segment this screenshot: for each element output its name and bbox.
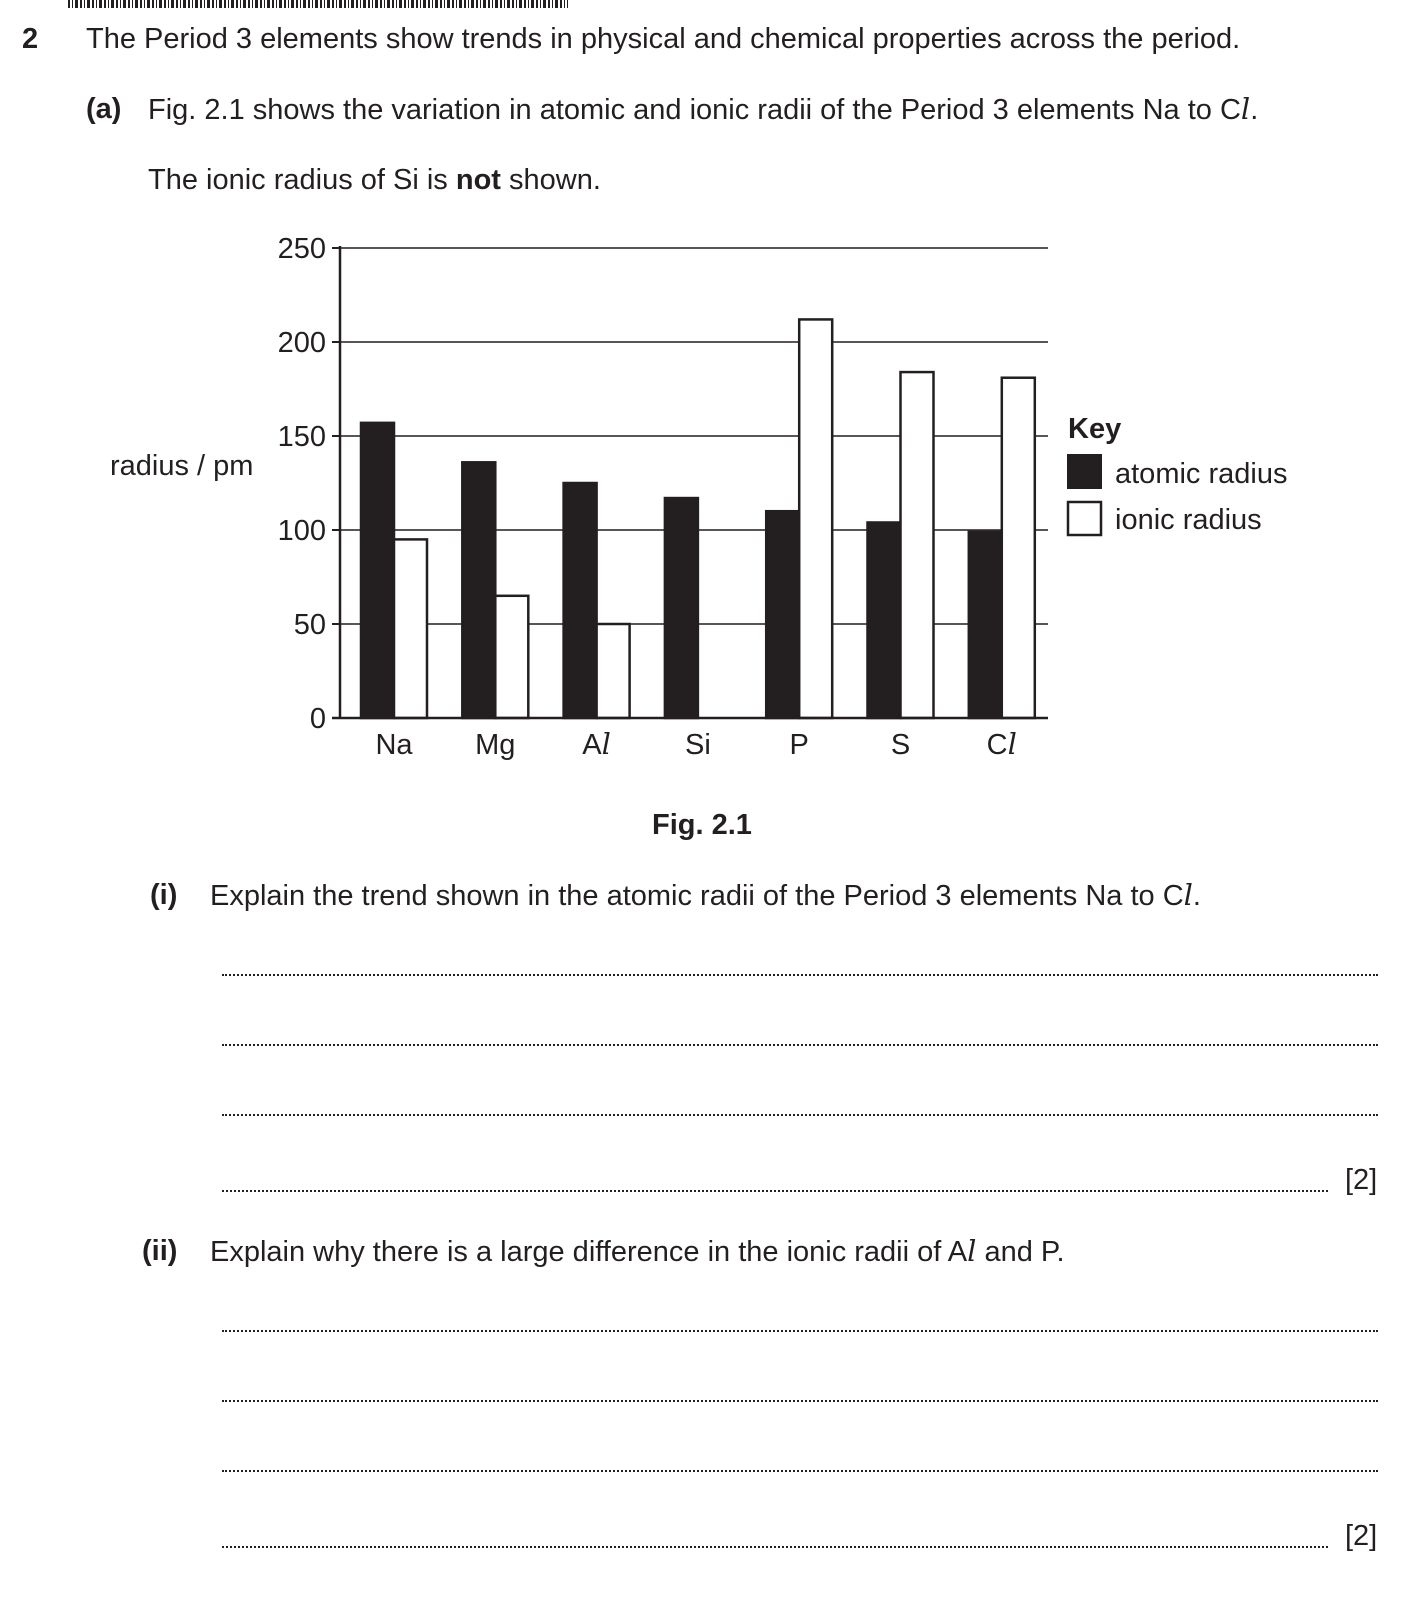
figure-caption: Fig. 2.1 — [652, 809, 752, 841]
legend-swatch-ionic — [1068, 502, 1101, 535]
answer-line-ii-2[interactable] — [222, 1400, 1378, 1402]
part-a-note: The ionic radius of Si is not shown. — [148, 164, 601, 196]
answer-line-ii-3[interactable] — [222, 1470, 1378, 1472]
atomic-radius-bar-cl — [969, 532, 1002, 718]
y-tick-label-100: 100 — [277, 515, 326, 547]
barcode-strip — [68, 0, 568, 8]
x-tick-label-na: Na — [375, 729, 413, 761]
atomic-radius-bar-p — [766, 511, 799, 718]
answer-line-ii-1[interactable] — [222, 1330, 1378, 1332]
part-ii-text: Explain why there is a large difference in the ionic radii of Al and P. — [210, 1234, 1065, 1268]
x-tick-label-mg: Mg — [475, 729, 516, 761]
legend-swatch-atomic — [1068, 455, 1101, 488]
atomic-radius-bar-na — [361, 423, 394, 718]
atomic-radius-bar-si — [665, 498, 698, 718]
ionic-radius-bar-s — [901, 372, 934, 718]
bars — [361, 319, 1035, 718]
x-tick-label-al: Al — [582, 727, 611, 761]
y-tick-label-150: 150 — [277, 421, 326, 453]
part-a-text: Fig. 2.1 shows the variation in atomic and ionic radii of the Period 3 elements Na to Cl. — [148, 92, 1259, 126]
answer-line-i-1[interactable] — [222, 974, 1378, 976]
y-tick-label-50: 50 — [293, 609, 326, 641]
atomic-radius-bar-s — [868, 522, 901, 718]
legend-label-ionic: ionic radius — [1115, 504, 1262, 536]
y-tick-label-200: 200 — [277, 327, 326, 359]
part-i-marks: [2] — [1345, 1164, 1378, 1196]
question-number: 2 — [22, 23, 39, 55]
atomic-radius-bar-al — [564, 483, 597, 718]
part-i-text: Explain the trend shown in the atomic radii of the Period 3 elements Na to Cl. — [210, 878, 1201, 912]
answer-line-i-2[interactable] — [222, 1044, 1378, 1046]
y-axis-label: radius / pm — [110, 450, 254, 482]
ionic-radius-bar-na — [394, 539, 427, 718]
atomic-radius-bar-mg — [462, 462, 495, 718]
x-tick-label-cl: Cl — [986, 727, 1017, 761]
answer-line-i-3[interactable] — [222, 1114, 1378, 1116]
ionic-radius-bar-al — [597, 624, 630, 718]
bar-chart — [0, 220, 1420, 800]
legend — [1068, 413, 1287, 536]
y-tick-label-0: 0 — [309, 703, 326, 735]
ionic-radius-bar-mg — [495, 596, 528, 718]
part-ii-label: (ii) — [142, 1235, 178, 1267]
part-a-label: (a) — [86, 93, 122, 125]
ionic-radius-bar-p — [799, 319, 832, 718]
legend-label-atomic: atomic radius — [1115, 458, 1288, 490]
ionic-radius-bar-cl — [1002, 378, 1035, 718]
answer-line-i-4[interactable] — [222, 1190, 1328, 1192]
x-tick-label-p: P — [789, 729, 809, 761]
legend-title: Key — [1068, 413, 1122, 445]
x-tick-label-si: Si — [685, 729, 711, 761]
part-i-label: (i) — [150, 879, 178, 911]
part-ii-marks: [2] — [1345, 1520, 1378, 1552]
x-tick-label-s: S — [890, 729, 911, 761]
answer-line-ii-4[interactable] — [222, 1546, 1328, 1548]
y-tick-label-250: 250 — [277, 233, 326, 265]
question-stem: The Period 3 elements show trends in physical and chemical properties across the period. — [86, 23, 1241, 55]
